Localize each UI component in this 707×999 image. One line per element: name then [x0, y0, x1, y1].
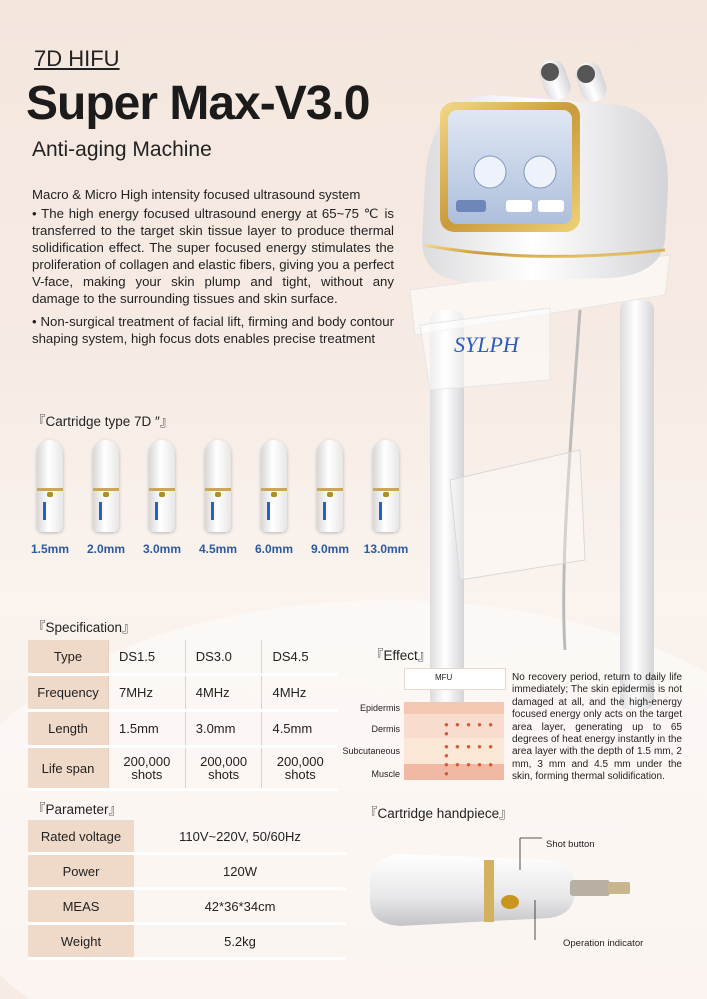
cartridge-item — [198, 440, 238, 556]
cartridge-image — [261, 440, 287, 532]
table-row — [28, 924, 346, 959]
cartridge-image — [149, 440, 175, 532]
mfu-bar — [404, 668, 506, 690]
spec-row-head: Type — [28, 640, 109, 675]
cartridge-image — [93, 440, 119, 532]
spec-cell: 200,000 shots — [262, 747, 338, 790]
cartridge-image — [37, 440, 63, 532]
table-row — [28, 820, 346, 854]
cartridge-size: 9.0mm — [310, 542, 350, 556]
param-cell: 110V~220V, 50/60Hz — [134, 820, 346, 854]
cartridge-size: 2.0mm — [86, 542, 126, 556]
cartridge-size: 6.0mm — [254, 542, 294, 556]
spec-cell: 3.0mm — [185, 711, 262, 747]
handpiece-label: 『Cartridge handpiece』 — [364, 806, 513, 821]
cartridge-item — [86, 440, 126, 556]
spec-cell: 200,000 shots — [185, 747, 262, 790]
specification-label: 『Specification』 — [32, 620, 136, 635]
machine-illustration — [410, 50, 707, 710]
cartridge-section-label: 『Cartridge type 7D ″』 — [32, 414, 174, 429]
table-row — [28, 640, 338, 675]
spec-cell: 7MHz — [109, 675, 186, 711]
spec-row-head: Life span — [28, 747, 109, 790]
param-row-head: MEAS — [28, 889, 134, 924]
param-row-head: Weight — [28, 924, 134, 959]
param-cell: 120W — [134, 854, 346, 889]
layer-label: Subcutaneous — [342, 746, 400, 756]
handpiece-illustration — [360, 830, 660, 940]
spec-cell: 4MHz — [185, 675, 262, 711]
shot-button-callout: Shot button — [546, 839, 595, 850]
specification-table — [28, 640, 338, 791]
description-bullet-2: • Non-surgical treatment of facial lift, firming and body contour shaping system, high focus dots enables precise treatment — [32, 314, 394, 346]
spec-cell: DS1.5 — [109, 640, 186, 675]
parameter-table — [28, 820, 346, 960]
focus-dots: ● ● ● ● ● ● — [444, 720, 496, 738]
layer-label: Muscle — [371, 769, 400, 779]
product-tagline: Anti-aging Machine — [32, 138, 212, 161]
description — [32, 186, 394, 353]
description-intro: Macro & Micro High intensity focused ultrasound system — [32, 187, 361, 202]
param-row-head: Rated voltage — [28, 820, 134, 854]
table-row — [28, 711, 338, 747]
layer-label: Epidermis — [359, 703, 400, 713]
cartridge-item — [363, 440, 409, 556]
cartridge-list — [24, 440, 416, 560]
param-cell: 5.2kg — [134, 924, 346, 959]
effect-label: 『Effect』 — [370, 648, 432, 663]
cartridge-image — [205, 440, 231, 532]
epidermis-layer — [404, 702, 504, 714]
cartridge-image — [317, 440, 343, 532]
spec-cell: DS4.5 — [262, 640, 338, 675]
focus-dots: ● ● ● ● ● ● — [444, 760, 496, 778]
cartridge-size: 3.0mm — [142, 542, 182, 556]
spec-row-head: Length — [28, 711, 109, 747]
spec-row-head: Frequency — [28, 675, 109, 711]
layer-label: Dermis — [371, 724, 400, 734]
parameter-label: 『Parameter』 — [32, 802, 123, 817]
product-title: Super Max-V3.0 — [26, 77, 370, 130]
operation-indicator-callout: Operation indicator — [563, 938, 644, 949]
spec-cell: 4.5mm — [262, 711, 338, 747]
cartridge-item — [142, 440, 182, 556]
effect-description: No recovery period, return to daily life immediately; The skin epidermis is not damaged at all, and the high-energy focused energy only acts on the target area layer, generating up to 65 degrees of heat energy instantly in the area layer with the depth of 1.5 mm, 2 mm, 3 mm and 4.5 mm under the skin, forming thermal solidification. — [512, 672, 682, 783]
product-subtitle: 7D HIFU — [34, 46, 120, 71]
skin-layers — [404, 668, 504, 780]
focus-dots: ● ● ● ● ● ● — [444, 742, 496, 760]
cartridge-item — [254, 440, 294, 556]
cartridge-image — [373, 440, 399, 532]
spec-cell: 1.5mm — [109, 711, 186, 747]
table-row — [28, 675, 338, 711]
effect-diagram — [344, 668, 504, 780]
spec-cell: DS3.0 — [185, 640, 262, 675]
spec-cell: 4MHz — [262, 675, 338, 711]
cartridge-item — [310, 440, 350, 556]
mfu-label: MFU — [435, 673, 453, 682]
table-row — [28, 747, 338, 790]
cartridge-size: 4.5mm — [198, 542, 238, 556]
spec-cell: 200,000 shots — [109, 747, 186, 790]
cartridge-size: 1.5mm — [30, 542, 70, 556]
cartridge-item — [30, 440, 70, 556]
table-row — [28, 889, 346, 924]
param-cell: 42*36*34cm — [134, 889, 346, 924]
brand-text: SYLPH — [454, 332, 519, 357]
description-bullet-1: • The high energy focused ultrasound energy at 65~75 ℃ is transferred to the target skin tissue layer to produce thermal solidification effect. The super focused energy stimulates the proliferation of collagen and elastic fibers, giving you a perfect V-face, making your skin plump and tight, without any damage to the surrounding tissues and skin surface. — [32, 206, 394, 306]
cartridge-size: 13.0mm — [363, 542, 409, 556]
table-row — [28, 854, 346, 889]
param-row-head: Power — [28, 854, 134, 889]
